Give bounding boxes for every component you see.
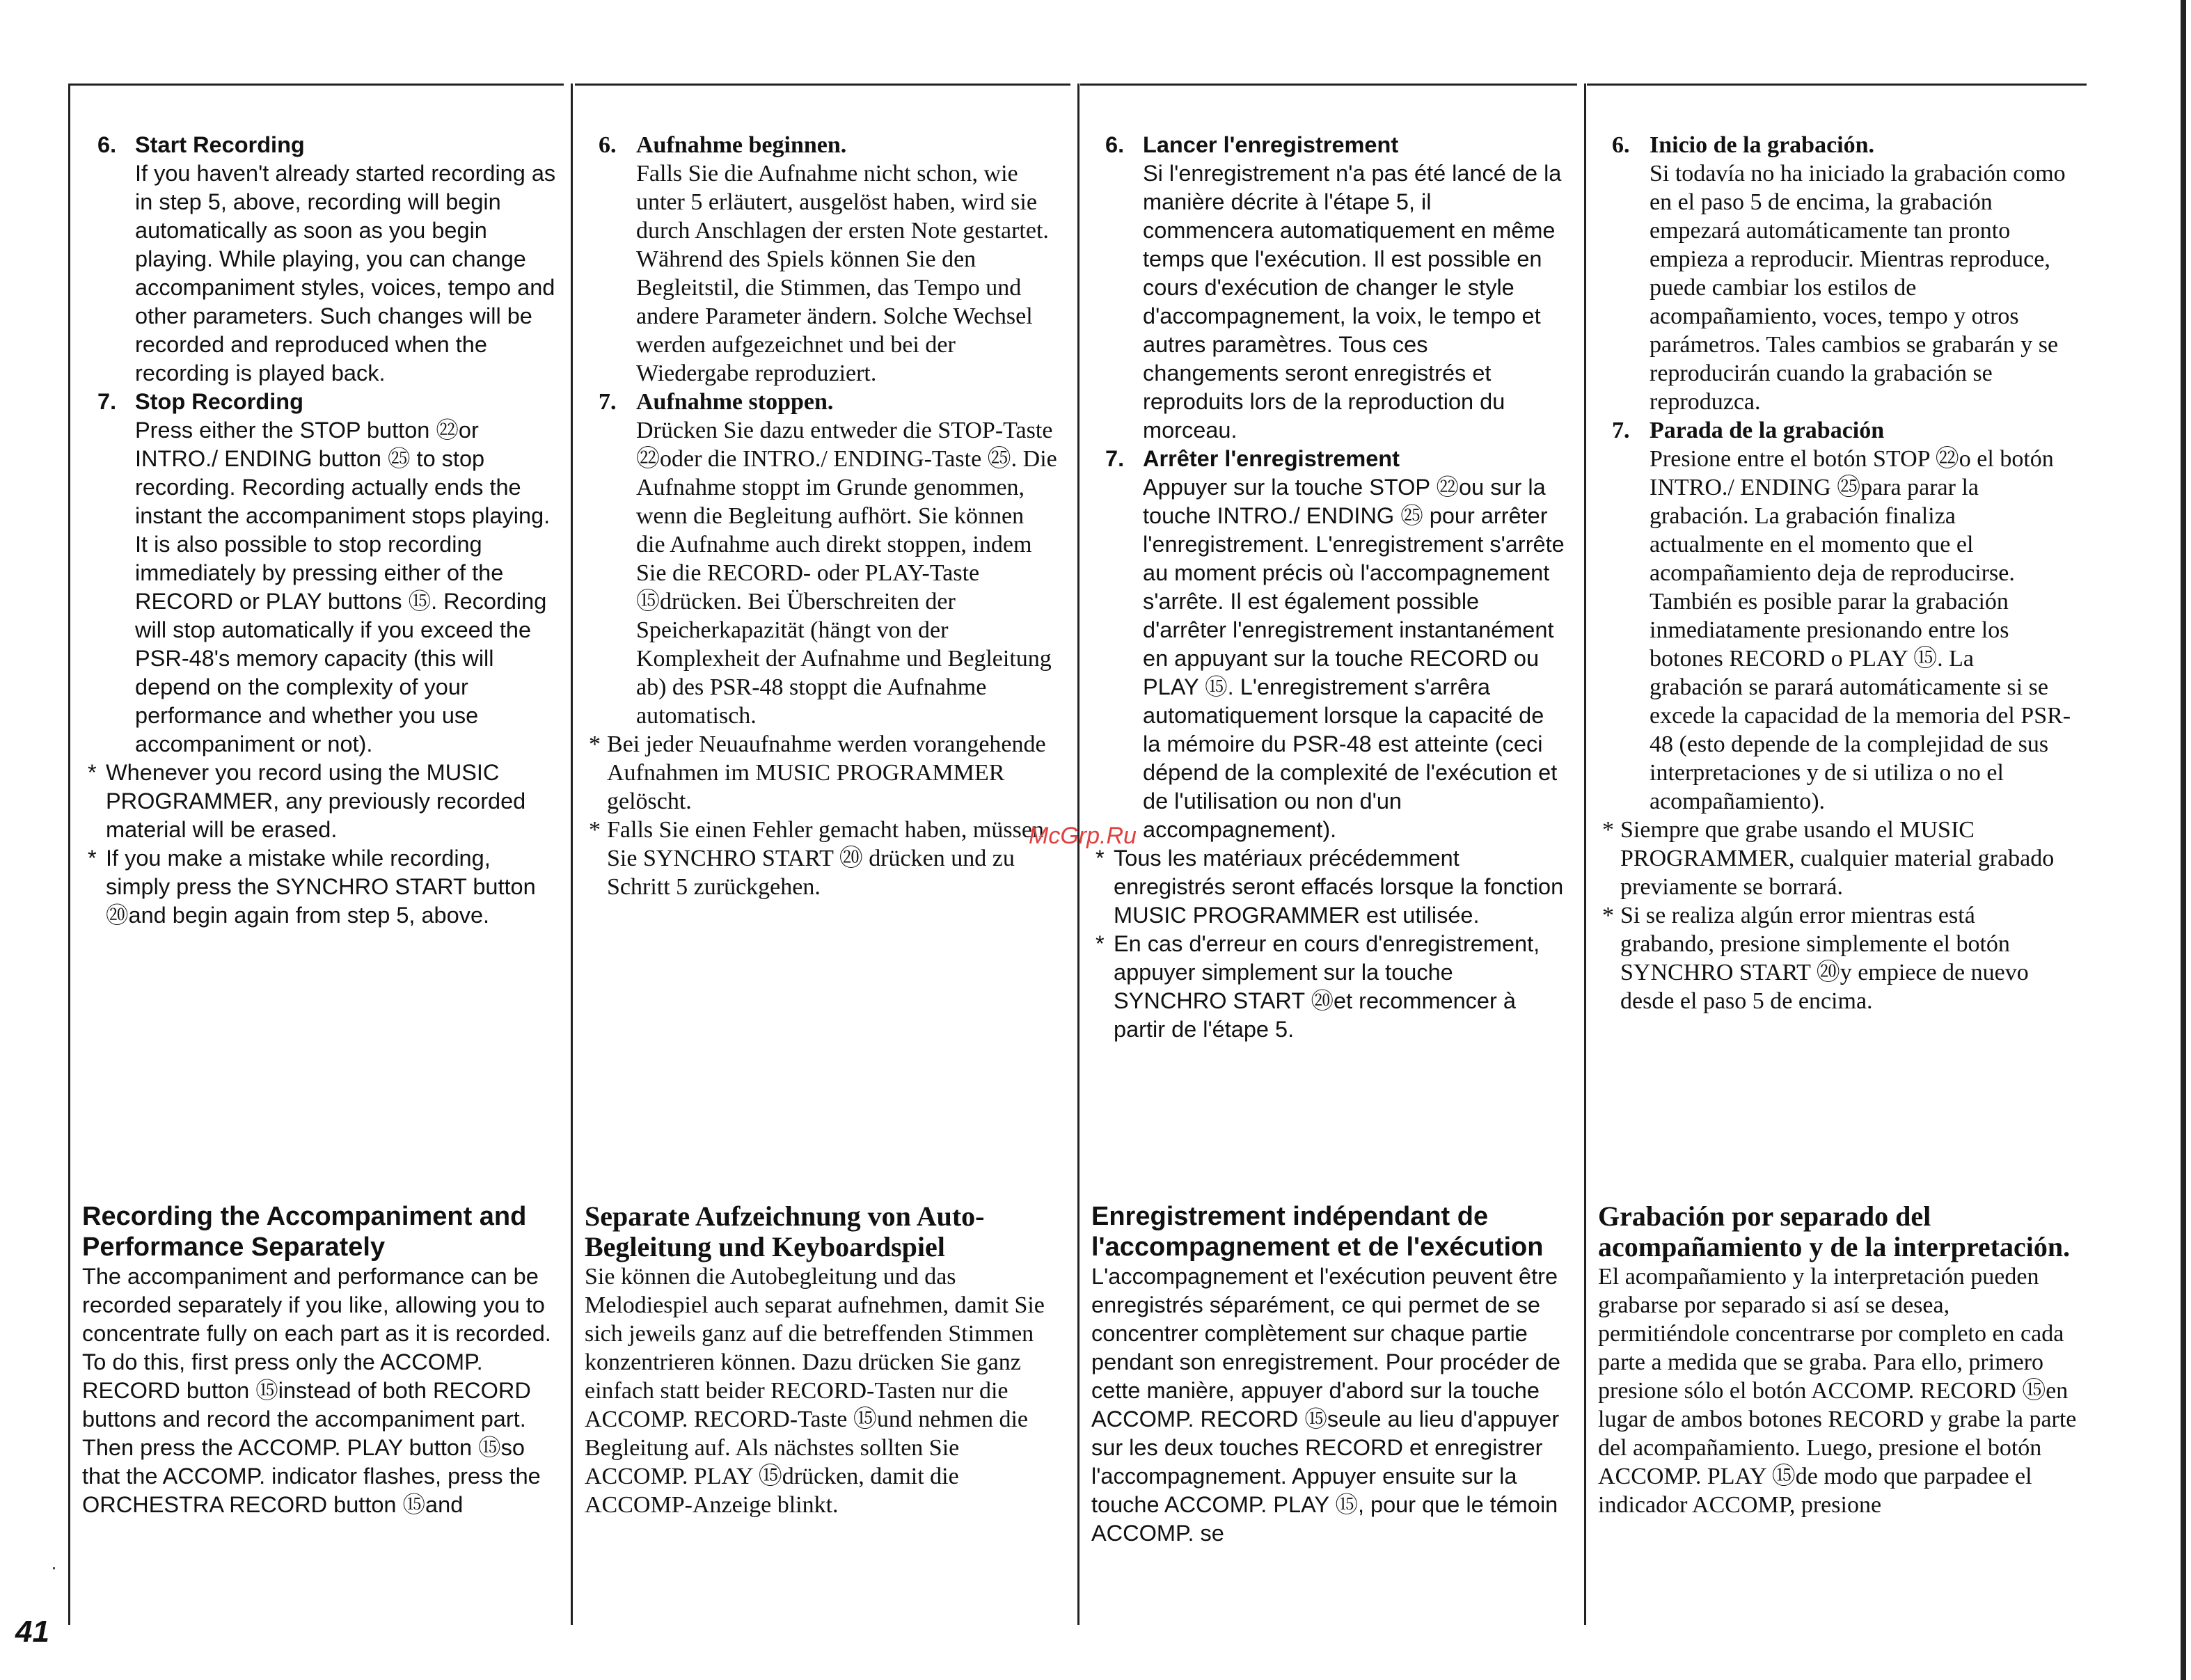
asterisk-icon: *: [589, 731, 601, 757]
asterisk-icon: *: [88, 760, 97, 785]
step-title: Lancer l'enregistrement: [1143, 132, 1399, 157]
spanish-note-2: [1598, 901, 2071, 1015]
column-divider-2: [1077, 84, 1079, 1625]
english-note-1: [84, 759, 557, 844]
french-column: [1091, 131, 1565, 1044]
section-body: The accompaniment and performance can be recorded separately if you like, allowing you to concentrate fully on each part as it is recorded. To do this, first press only the ACCOMP. RECORD button ⑮instead of both RECORD buttons and record the accompaniment part. Then press the ACCOMP. PLAY button ⑮so that the ACCOMP. indicator flashes, press the ORCHESTRA RECORD button ⑮and: [82, 1264, 551, 1517]
english-step-6: [84, 131, 557, 388]
page-number: 41: [15, 1615, 49, 1649]
french-note-1: [1091, 844, 1565, 930]
section-body: El acompañamiento y la interpretación pueden grabarse por separado si así se desea, permitiéndole concentrarse por completo en cada parte a medida que se graba. Para ello, primero presione sólo el botón ACCOMP. RECORD ⑮en lugar de ambos botones RECORD y grabe la parte del acompañamiento. Luego, presione el botón ACCOMP. PLAY ⑮de modo que parpadee el indicador ACCOMP, presione: [1598, 1264, 2077, 1518]
step-body: Si todavía no ha iniciado la grabación como en el paso 5 de encima, la grabación empezará automáticamente tan pronto empieza a reproducir. Mientras reproduce, puede cambiar los estilos de acompañamiento, voces, tempo y otros parámetros. Tales cambios se grabarán y se reproducirán cuando la grabación se reproduzca.: [1650, 161, 2066, 415]
french-step-7: [1091, 445, 1565, 844]
asterisk-icon: *: [589, 817, 601, 843]
asterisk-icon: *: [1602, 817, 1614, 843]
step-number: 6.: [1105, 132, 1125, 157]
note-text: En cas d'erreur en cours d'enregistrement, appuyer simplement sur la touche SYNCHRO START ⑳et recommencer à partir de l'étape 5.: [1114, 931, 1540, 1042]
german-column: [585, 131, 1058, 901]
page-edge-bar: [2181, 0, 2186, 1680]
step-title: Parada de la grabación: [1650, 418, 1885, 443]
german-note-1: [585, 730, 1058, 816]
step-title: Stop Recording: [135, 389, 303, 414]
french-step-6: [1091, 131, 1565, 445]
note-text: Bei jeder Neuaufnahme werden vorangehende Aufnahmen im MUSIC PROGRAMMER gelöscht.: [607, 731, 1046, 814]
step-number: 7.: [97, 389, 117, 414]
top-rule-col2: [575, 84, 1070, 86]
note-text: Si se realiza algún error mientras está grabando, presione simplemente el botón SYNCHRO START ⑳y empiece de nuevo desde el paso 5 de encima.: [1620, 903, 2029, 1014]
french-section: [1091, 1201, 1572, 1548]
step-title: Inicio de la grabación.: [1650, 132, 1875, 158]
asterisk-icon: *: [88, 846, 97, 871]
step-number: 7.: [1612, 418, 1630, 443]
spanish-column: [1598, 131, 2071, 1015]
german-note-2: [585, 816, 1058, 901]
spanish-section: [1598, 1201, 2078, 1519]
margin-tick: [53, 1567, 55, 1569]
spanish-note-1: [1598, 816, 2071, 901]
step-body: Falls Sie die Aufnahme nicht schon, wie unter 5 erläutert, ausgelöst haben, wird sie durch Anschlagen der ersten Note gestartet. Während des Spiels können Sie den Begleitstil, die Stimmen, das Tempo und andere Parameter ändern. Solche Wechsel werden aufgezeichnet und bei der Wiedergabe reproduziert.: [636, 161, 1049, 386]
step-body: Appuyer sur la touche STOP ㉒ou sur la touche INTRO./ ENDING ㉕ pour arrêter l'enregistrement. L'enregistrement s'arrête au moment précis où l'accompagnement s'arrête. Il est également possible d'arrêter l'enregistrement instantanément en appuyant sur la touche RECORD ou PLAY ⑮. L'enregistrement s'arrêra automatiquement lorsque la capacité de la mémoire du PSR-48 est atteinte (ceci dépend de la complexité de l'exécution et de l'utilisation ou non d'un accompagnement).: [1143, 475, 1565, 842]
step-number: 6.: [97, 132, 117, 157]
note-text: If you make a mistake while recording, simply press the SYNCHRO START button ⑳and begin again from step 5, above.: [106, 846, 536, 928]
step-body: Press either the STOP button ㉒or INTRO./ ENDING button ㉕ to stop recording. Recording actually ends the instant the accompaniment stops playing. It is also possible to stop recording immediately by pressing either of the RECORD or PLAY buttons ⑮. Recording will stop automatically if you exceed the PSR-48's memory capacity (this will depend on the complexity of your performance and whether you use accompaniment or not).: [135, 418, 551, 756]
step-title: Arrêter l'enregistrement: [1143, 446, 1400, 471]
section-heading: Recording the Accompaniment and Performance Separately: [82, 1202, 527, 1262]
english-section: [82, 1201, 562, 1519]
german-step-6: [585, 131, 1058, 388]
step-title: Aufnahme stoppen.: [636, 389, 834, 415]
column-divider-left-edge: [68, 84, 70, 1625]
german-step-7: [585, 388, 1058, 730]
top-rule-col1: [68, 84, 564, 86]
step-title: Aufnahme beginnen.: [636, 132, 847, 158]
german-section: [585, 1201, 1065, 1519]
english-step-7: [84, 388, 557, 759]
step-number: 7.: [599, 389, 617, 415]
step-body: Drücken Sie dazu entweder die STOP-Taste ㉒oder die INTRO./ ENDING-Taste ㉕. Die Aufnahme stoppt im Grunde genommen, wenn die Begleitung aufhört. Sie können die Aufnahme auch direkt stoppen, indem Sie die RECORD- oder PLAY-Taste ⑮drücken. Bei Überschreiten der Speicherkapazität (hängt von der Komplexheit der Aufnahme und Begleitung ab) des PSR-48 stoppt die Aufnahme automatisch.: [636, 418, 1057, 729]
section-body: L'accompagnement et l'exécution peuvent être enregistrés séparément, ce qui permet de se concentrer complètement sur chaque partie pendant son enregistrement. Pour procéder de cette manière, appuyer d'abord sur la touche ACCOMP. RECORD ⑮seule au lieu d'appuyer sur les deux touches RECORD et enregistrer l'accompagnement. Appuyer ensuite sur la touche ACCOMP. PLAY ⑮, pour que le témoin ACCOMP. se: [1091, 1264, 1560, 1546]
note-text: Tous les matériaux précédemment enregistrés seront effacés lorsque la fonction MUSIC PROGRAMMER est utilisée.: [1114, 846, 1564, 928]
watermark: McGrp.Ru: [1029, 823, 1137, 849]
step-body: If you haven't already started recording as in step 5, above, recording will begin automatically as soon as you begin playing. While playing, you can change accompaniment styles, voices, tempo and other parameters. Such changes will be recorded and reproduced when the recording is played back.: [135, 161, 556, 386]
section-body: Sie können die Autobegleitung und das Melodiespiel auch separat aufnehmen, damit Sie sich jeweils ganz auf die betreffenden Stimmen konzentrieren können. Dazu drücken Sie ganz einfach statt beider RECORD-Tasten nur die ACCOMP. RECORD-Taste ⑮und nehmen die Begleitung auf. Als nächstes sollten Sie ACCOMP. PLAY ⑮drücken, damit die ACCOMP-Anzeige blinkt.: [585, 1264, 1045, 1518]
note-text: Siempre que grabe usando el MUSIC PROGRAMMER, cualquier material grabado previamente se borrará.: [1620, 817, 2055, 900]
asterisk-icon: *: [1096, 931, 1105, 956]
french-note-2: [1091, 930, 1565, 1044]
note-text: Whenever you record using the MUSIC PROGRAMMER, any previously recorded material will be erased.: [106, 760, 526, 842]
asterisk-icon: *: [1602, 903, 1614, 928]
section-heading: Grabación por separado del acompañamiento y de la interpretación.: [1598, 1200, 2071, 1262]
step-title: Start Recording: [135, 132, 305, 157]
asterisk-icon: *: [1096, 846, 1105, 871]
english-note-2: [84, 844, 557, 930]
top-rule-col4: [1587, 84, 2087, 86]
step-number: 6.: [599, 132, 617, 158]
step-body: Presione entre el botón STOP ㉒o el botón INTRO./ ENDING ㉕para parar la grabación. La grabación finaliza actualmente en el momento que el acompañamiento deja de reproducirse. También es posible parar la grabación inmediatamente presionando entre los botones RECORD o PLAY ⑮. La grabación se parará automáticamente si se excede la capacidad de la memoria del PSR-48 (esto depende de la complejidad de sus interpretaciones y de si utiliza o no el acompañamiento).: [1650, 446, 2071, 814]
top-rule-col3: [1080, 84, 1577, 86]
step-number: 7.: [1105, 446, 1125, 471]
step-body: Si l'enregistrement n'a pas été lancé de la manière décrite à l'étape 5, il commencera automatiquement en même temps que l'exécution. Il est possible en cours d'exécution de changer le style d'accompagnement, la voix, le tempo et autres paramètres. Tous ces changements seront enregistrés et reproduits lors de la reproduction du morceau.: [1143, 161, 1562, 443]
section-heading: Enregistrement indépendant de l'accompagnement et de l'exécution: [1091, 1202, 1544, 1262]
step-number: 6.: [1612, 132, 1630, 158]
note-text: Falls Sie einen Fehler gemacht haben, müssen Sie SYNCHRO START ⑳ drücken und zu Schritt 5 zurückgehen.: [607, 817, 1044, 900]
column-divider-1: [571, 84, 573, 1625]
section-heading: Separate Aufzeichnung von Auto-Begleitung und Keyboardspiel: [585, 1200, 985, 1262]
spanish-step-6: [1598, 131, 2071, 416]
english-column: [84, 131, 557, 930]
spanish-step-7: [1598, 416, 2071, 816]
column-divider-3: [1584, 84, 1586, 1625]
